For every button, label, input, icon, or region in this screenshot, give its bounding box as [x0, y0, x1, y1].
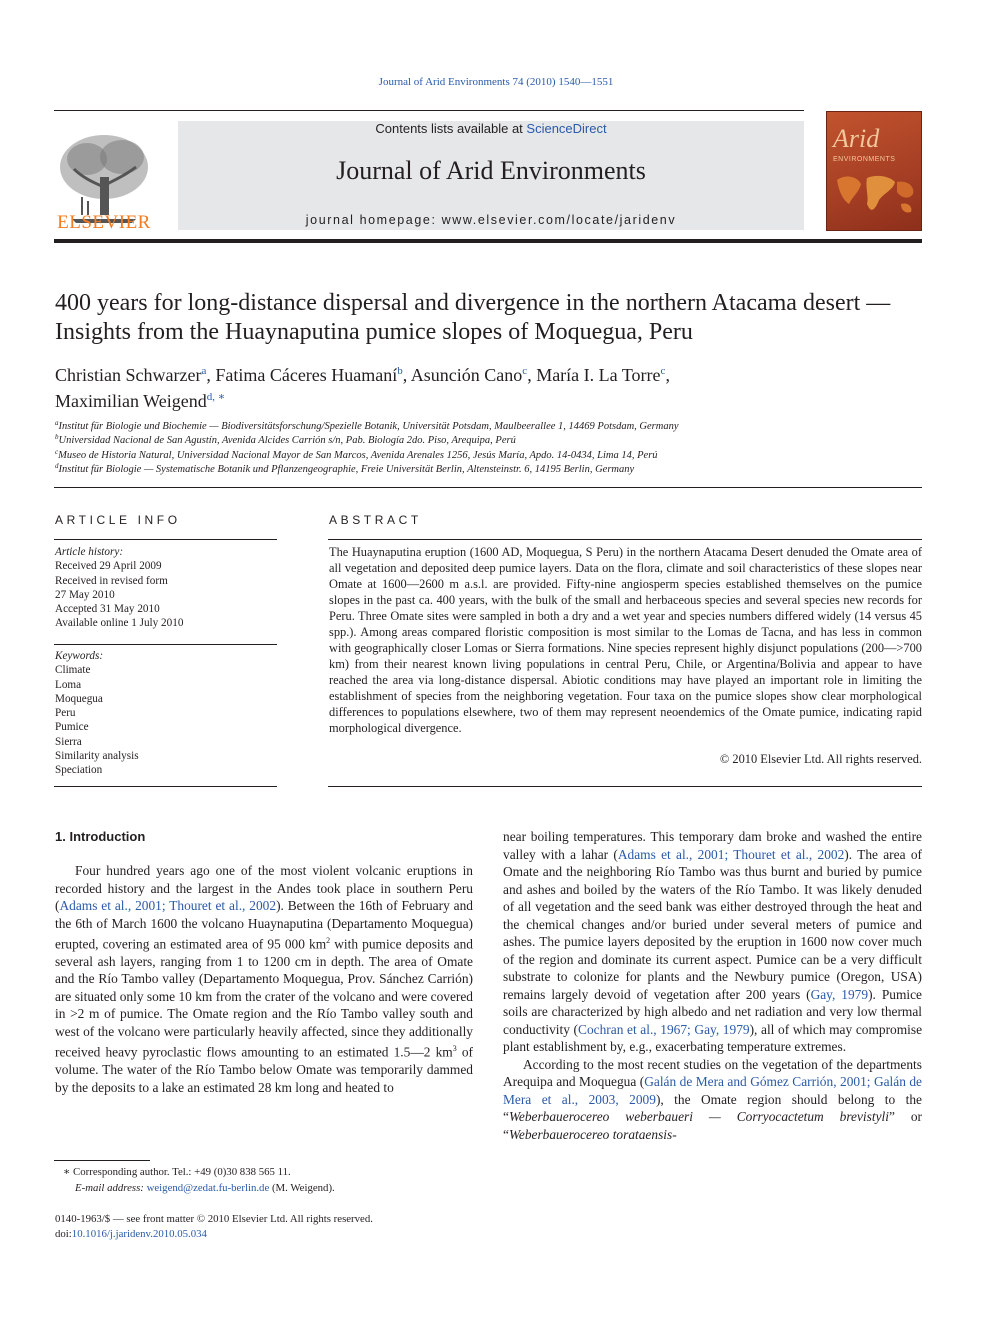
intro-paragraph: According to the most recent studies on the vegetation of the departments Arequipa and Moquegua (Galán de Mera and Gómez Carrión, 2001; Galán de Mera et al., 2003, 2009), the Omate region should belong to the “Weberbauerocereo weberbaueri — Corryocactetum brevistyli” or “Weberbauerocereo torataensis- — [503, 1056, 923, 1142]
keyword: Moquegua — [55, 692, 103, 705]
keyword: Speciation — [55, 764, 103, 777]
article-title: 400 years for long-distance dispersal and divergence in the northern Atacama desert — Insights from the Huaynaputina pumice slopes of Moquegua, Peru — [55, 290, 891, 345]
author-affiliation-mark[interactable]: c — [522, 365, 528, 377]
journal-homepage[interactable]: journal homepage: www.elsevier.com/locate/jaridenv — [305, 213, 677, 227]
abstract-copyright: © 2010 Elsevier Ltd. All rights reserved. — [719, 752, 922, 766]
world-map-icon — [831, 170, 919, 220]
journal-title: Journal of Arid Environments — [336, 156, 646, 185]
journal-citation[interactable]: Journal of Arid Environments 74 (2010) 1540—1551 — [378, 76, 614, 88]
abstract-rule — [328, 786, 922, 787]
abstract-rule — [328, 539, 922, 540]
footnote-rule — [54, 1160, 150, 1161]
affiliation: $^d$Institut für Biologie — Systematische Botanik und Pflanzengeographie, Freie Universität Berlin, Altensteinstr. 6, 14195 Berlin, Germany — [55, 462, 635, 475]
contents-prefix: Contents lists available at — [375, 121, 527, 136]
elsevier-wordmark: ELSEVIER — [57, 212, 151, 233]
affiliation: $^b$Universidad Nacional de San Agustín, Avenida Alcides Carrión s/n, Pab. Biología 2do. Piso, Arequipa, Perú — [55, 433, 516, 446]
affiliation: $^c$Museo de Historia Natural, Universidad Nacional Mayor de San Marcos, Avenida Arenales 1256, Jesús María, Apdo. 14-0434, Lima 14, Perú — [55, 448, 658, 461]
sciencedirect-link[interactable]: ScienceDirect — [526, 121, 607, 136]
header-thick-rule — [54, 239, 922, 243]
intro-paragraph-continued: near boiling temperatures. This temporary dam broke and washed the entire valley with a lahar (Adams et al., 2001; Thouret et al., 2002). The area of Omate and the neighboring Río Tambo was thus burnt and buried by pumice and ashes and boiled by the waters of the Río Tambo. It was likely denuded of all vegetation and the seed bank was either destroyed through the heat and the chemical changes and/or buried under several meters of pumice and ashes. The pumice layers deposited by the eruption in 1600 now cover much of the region and dominate its current aspect. Pumice can be a very difficult substrate to colonize for plants and the Newbury pumice (Oregon, USA) remains largely devoid of vegetation after 200 years (Gay, 1979). Pumice soils are characterized by high albedo and net radiation and very low thermal conductivity (Cochran et al., 1967; Gay, 1979), all of which may compromise plant establishment by, e.g., exacerbating temperature extremes. — [503, 829, 923, 1054]
issn-line: 0140-1963/$ — see front matter © 2010 Elsevier Ltd. All rights reserved. — [55, 1213, 373, 1225]
author-affiliation-mark[interactable]: b — [397, 365, 403, 377]
abstract-text: The Huaynaputina eruption (1600 AD, Moquegua, S Peru) in the northern Atacama Desert denuded the Omate area of all vegetation and deposited deep pumice layers. Data on the flora, climate and soil characteristics of these slopes near Omate at 1600—2600 m a.s.l. are provided. Fifty-nine angiosperm species established themselves on the pumice slopes in the past ca. 400 years, with the bulk of the small and herbaceous species and several species new records for Peru. Three Omate sites were sampled in both a dry and a wet year and species numbers differed widely (14 versus 45 spp.). Among areas compared floristic composition is most similar to the Lomas de Tacna, and has less in common with geographically closer Lomas or Sierra formations. Nine species represent highly disjunct populations (200—>700 km) from their nearest known living populations in central Peru, Chile, or Argentina/Bolivia and appear to have reached the area via long-distance dispersal. Abiotic conditions may have played an important role in limiting the establishment of species from the neighboring vegetation. Four taxa on the pumice slopes show clear morphological differences to populations elsewhere, two of them may represent neoendemics of the Omate pumice, indicating rapid morphological divergence. — [329, 545, 922, 735]
history-item: Available online 1 July 2010 — [55, 617, 184, 630]
keywords-label: Keywords: — [55, 650, 104, 662]
intro-paragraph: Four hundred years ago one of the most violent volcanic eruptions in recorded history and the largest in the Andes took place in southern Peru (Adams et al., 2001; Thouret et al., 2002). Between the 16th of February and the 6th of March 1600 the volcano Huaynaputina (Departamento Moquegua) erupted, covering an estimated area of 95 000 $km^2$ with pumice deposits and several ash layers, ranging from 1 to 1200 cm in depth. The area of Omate and the Río Tambo valley (Departamento Moquegua, Prov. Sánchez Carrión) are situated only some 10 km from the crater of the volcano and were covered in >2 m of pumice. The Omate region and the Río Tambo valley south and west of the volcano were particularly heavily affected, since they additionally received heavy pyroclastic flows amounting to an estimated 1.5—2 $km^3$ of volume. The water of the Río Tambo below Omate was temporarily dammed by the deposits to a lake an estimated 28 km long and heated to — [55, 863, 473, 1095]
author-affiliation-mark[interactable]: c — [660, 365, 666, 377]
email-link[interactable]: weigend@zedat.fu-berlin.de — [146, 1182, 270, 1194]
citation-link[interactable]: Adams et al., 2001; Thouret et al., 2002 — [59, 898, 277, 913]
citation-link[interactable]: Cochran et al., 1967; Gay, 1979 — [578, 1021, 750, 1037]
author-name: Fatima Cáceres Huamaní — [215, 365, 398, 385]
section-rule — [54, 487, 922, 488]
history-item: Received in revised form — [55, 574, 168, 587]
journal-cover — [826, 111, 922, 231]
author-name: Christian Schwarzer — [55, 365, 202, 385]
abstract-heading: ABSTRACT — [329, 513, 422, 527]
author-name: Asunción Cano — [410, 365, 523, 385]
article-info-heading: ARTICLE INFO — [55, 513, 181, 527]
author-name: Maximilian Weigend — [55, 391, 207, 411]
introduction-heading: 1. Introduction — [55, 829, 146, 844]
cover-subtitle: ENVIRONMENTS — [833, 156, 896, 163]
keyword: Loma — [55, 678, 82, 691]
citation-link[interactable]: Gay, 1979 — [810, 986, 869, 1002]
history-item: Received 29 April 2009 — [55, 560, 162, 573]
intro-right-column — [503, 828, 922, 1143]
article-history — [55, 545, 277, 631]
author-name: María I. La Torre — [536, 365, 661, 385]
cover-title: Arid — [833, 124, 880, 153]
citation-link[interactable]: Adams et al., 2001; Thouret et al., 2002 — [617, 846, 845, 862]
doi-link[interactable]: 10.1016/j.jaridenv.2010.05.034 — [71, 1228, 207, 1240]
keyword: Sierra — [55, 735, 82, 748]
author-affiliation-mark[interactable]: a — [201, 365, 207, 377]
intro-left-column — [55, 862, 473, 1096]
header-rule — [54, 110, 804, 111]
info-rule — [54, 644, 277, 645]
keyword: Peru — [55, 707, 76, 720]
info-rule — [54, 786, 277, 787]
keyword: Climate — [55, 664, 91, 677]
history-item: Accepted 31 May 2010 — [55, 603, 160, 616]
keyword: Pumice — [55, 721, 89, 734]
corresponding-author-note: ∗ Corresponding author. Tel.: +49 (0)30 838 565 11. — [63, 1166, 291, 1178]
history-item: 27 May 2010 — [55, 588, 115, 601]
affiliation: $^a$Institut für Biologie und Biochemie — Biodiversitätsforschung/Spezielle Botanik, Universität Potsdam, Maulbeerallee 1, 14469 Potsdam, Germany — [55, 419, 679, 432]
info-rule — [54, 539, 277, 540]
citation-link[interactable]: Galán de Mera and Gómez Carrión, 2001; Galán de Mera et al., 2003, 2009 — [503, 1074, 922, 1107]
history-label: Article history: — [55, 546, 124, 558]
doi-line: doi:10.1016/j.jaridenv.2010.05.034 — [55, 1228, 207, 1240]
author-affiliation-mark[interactable]: d, ∗ — [206, 391, 226, 403]
keywords — [55, 649, 277, 778]
keyword: Similarity analysis — [55, 750, 139, 763]
author-list: Christian Schwarzer$^a$, Fatima Cáceres Huamaní$^b$, Asunción Cano$^c$, María I. La Torre$^c$, Maximilian Weigend$^{d, ∗}$ — [55, 365, 670, 411]
email-note: E-mail address: weigend@zedat.fu-berlin.de (M. Weigend). — [75, 1182, 335, 1194]
contents-line — [178, 121, 804, 136]
